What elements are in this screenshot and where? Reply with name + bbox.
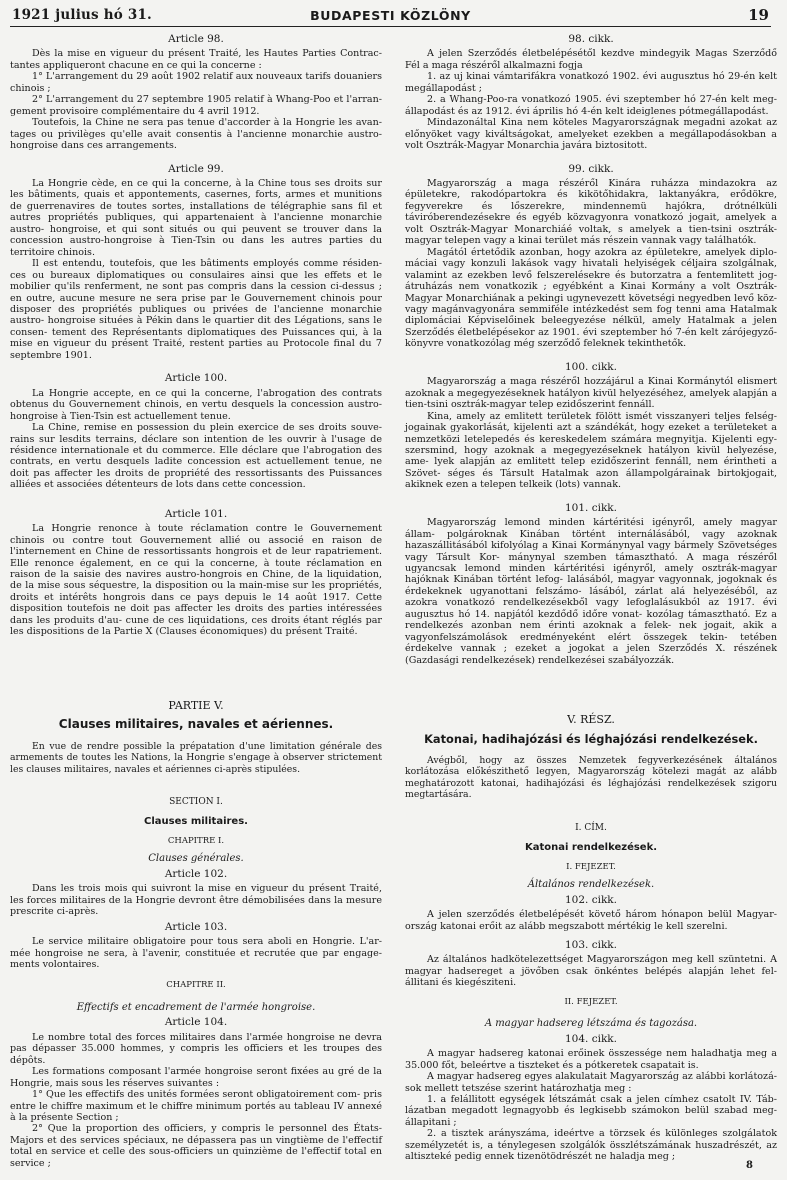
part-heading: PARTIE V. [168, 698, 224, 712]
article-heading: 100. cikk. [564, 360, 618, 373]
paragraph: Mindazonáltal Kina nem köteles Magyarországnak megadni azokat az előnyöket vagy kiváltságokat, amelyeket ezekben a megállapodásokban a volt Osztrák-Magyar Monarchia javára biztositott. [405, 117, 777, 152]
article-heading: Article 103. [164, 920, 228, 933]
paragraph: Magyarország a maga részéről Kinára ruházza mindazokra az épületekre, rakodópartokra és kikötőhidakra, laktanyákra, erődökre, fegyverekre és lőszerekre, mindennemü hajókra, drótnélküli táviróberendezésekre és egyéb közvagyonra vonatkozó jogait, amelyek a volt Osztrák-Magyar Monarchiáé voltak, s amelyek a tien-tsini osztrák-magyar telepen vagy a kinai terület más részein vannak vagy találhatók. [405, 177, 777, 247]
signature-mark: 8 [746, 1160, 753, 1171]
article-heading: 98. cikk. [568, 33, 614, 45]
paragraph: En vue de rendre possible la prépatation d'une limitation générale des armements de toutes les Nations, la Hongrie s'engage à observer strictement les clauses militaires, navales et aériennes ci-après stipulées. [10, 740, 382, 775]
paragraph: 1° L'arrangement du 29 août 1902 relatif aux nouveaux tarifs douaniers chinois ; [10, 71, 382, 94]
paragraph: 1. az uj kinai vámtarifákra vonatkozó 1902. évi augusztus hó 29-én kelt megállapodást ; [405, 71, 777, 94]
chapter-title: A magyar hadsereg létszáma és tagozása. [484, 1018, 698, 1030]
article-heading: Article 98. [168, 33, 224, 45]
chapter-title: Clauses générales. [148, 853, 244, 865]
article-heading: 103. cikk. [564, 939, 618, 951]
paragraph: A magyar hadsereg egyes alakulatait Magyarország az alábbi korlátozá- sok mellett tetszése szerint határozhatja meg : [405, 1071, 777, 1094]
chapter-heading: CHAPITRE II. [166, 980, 226, 991]
part-title: Katonai, hadihajózási és léghajózási rendelkezések. [424, 731, 758, 746]
chapter-heading: CHAPITRE I. [167, 835, 225, 846]
chapter-title: Általános rendelkezések. [527, 879, 655, 891]
page-number: 19 [748, 6, 769, 24]
hungarian-column [405, 30, 777, 1163]
paragraph: 2. a tisztek arányszáma, ideértve a törzsek és különleges szolgálatok személyzetét is, a ténylegesen szolgálók összlétszámának huszadrészét, az altiszteké pedig ennek tizenötödrészét ne haladja meg ; [405, 1128, 777, 1163]
paragraph: La Hongrie renonce à toute réclamation contre le Gouvernement chinois ou contre tout Gouvernement allié ou associé en raison de l'internement en Chine de ressortissants hongrois et de leur rapatriement. Elle renonce également, en ce qui la concerne, à toute réclamation en raison de la saisie des navires austro-hongrois en Chine, de la liquidation, de la mise sous séquestre, la disposition ou la main-mise sur les propriétés, droits et intérêts hongrois dans ce pays depuis le 14 août 1917. Cette disposition toutefois ne doit pas affecter les droits des parties intéressées dans les produits d'au- cune de ces liquidations, ces droits étant réglés par les dispositions de la Partie X (Clauses économiques) du présent Traité. [10, 523, 382, 638]
article-heading: Article 102. [164, 867, 228, 880]
paragraph: Magától értetődik azonban, hogy azokra az épületekre, amelyek diplo- máciai vagy konzuli lakások vagy hivatali helyiségek céljaira szolgálnak, valamint az ezekben levő felszerelésekre és butorzatra a fentemlitett jog- átruházás nem vonatkozik ; egyébként a Kinai Kormány a volt Osztrák- Magyar Monarchiának a pekingi ugynevezett követségi negyedben levő köz- vagy magánvagyonára semmiféle intézkedést sem fog tenni ama Hatalmak diplomáciai Képviselőinek beleegyezése nélkül, amely Hatalmak a jelen Szerződés életbelépésekor az 1901. évi szeptember hó 7-én kelt zárójegyző- könyvre vonatkozólag még szerződő feleknek tekinthetők. [405, 246, 777, 350]
publication-title: BUDAPESTI KÖZLÖNY [310, 8, 471, 23]
paragraph: 1. a felállitott egységek létszámát csak a jelen címhez csatolt IV. Táb- lázatban megadott legnagyobb és legkisebb számokon belül szabad meg- állapitani ; [405, 1093, 777, 1128]
paragraph: Magyarország a maga részéről hozzájárul a Kinai Kormánytól elismert azoknak a megegyezéseknek hatályon kivül helyezéséhez, amelyek alapján a tien-tsini osztrák-magyar telep ezidőszerint fennáll. [405, 376, 777, 411]
paragraph: Kina, amely az emlitett területek fölött ismét visszanyeri teljes felség- jogainak gyakorlását, kijelenti azt a szándékát, hogy ezeket a területeket a nemzetközi letelepedés és kereskedelem számára megnyitja. Kijelenti egy- szersmind, hogy azoknak a megegyezéseknek hatályon kivül helyezése, ame- lyek alapján az emlitett telep ezidőszerint fennáll, nem érintheti a Szövet- séges és Társult Hatalmak azon állampolgárainak birtokjogait, akiknek ezen a telepen telkeik (lots) vannak. [405, 410, 777, 491]
page-header [10, 4, 771, 27]
article-heading: 101. cikk. [564, 501, 618, 514]
paragraph: Les formations composant l'armée hongroise seront fixées au gré de la Hongrie, mais sous les réserves suivantes : [10, 1066, 382, 1089]
paragraph: Il est entendu, toutefois, que les bâtiments employés comme résiden- ces ou bureaux diplomatiques ou consulaires ainsi que les effets et le mobilier qu'ils renferment, ne sont pas compris dans la cession ci-dessus ; en outre, aucune mesure ne sera prise par le Gouvernement chinois pour disposer des propriétés publiques ou privées de l'ancienne monarchie austro- hongroise situées à Pékin dans le quartier dit des Légations, sans le consen- tement des Représentants diplomatiques des Puissances qui, à la mise en vigueur du présent Traité, restent parties au Protocole final du 7 septembre 1901. [10, 258, 382, 361]
article-heading: Article 100. [164, 372, 228, 385]
part-heading: V. RÉSZ. [567, 713, 615, 727]
french-column [10, 30, 382, 1169]
paragraph: Dans les trois mois qui suivront la mise en vigueur du présent Traité, les forces militaires de la Hongrie devront être démobilisées dans la mesure prescrite ci-après. [10, 883, 382, 918]
article-heading: 99. cikk. [568, 162, 614, 175]
paragraph: Le nombre total des forces militaires dans l'armée hongroise ne devra pas dépasser 35.000 hommes, y compris les officiers et les troupes des dépôts. [10, 1031, 382, 1066]
paragraph: Le service militaire obligatoire pour tous sera aboli en Hongrie. L'ar- mée hongroise ne sera, à l'avenir, constituée et recrutée que par engage- ments volontaires. [10, 936, 382, 970]
paragraph: La Hongrie cède, en ce qui la concerne, à la Chine tous ses droits sur les bâtiments, quais et appontements, casernes, forts, armes et munitions de guerrenavires de toutes sortes, installations de télégraphie sans fil et autres propriétés publiques, qui appartenaient à l'ancienne monarchie austro- hongroise, et qui sont situés ou qui peuvent se trouver dans la concession austro-hongroise à Tien-Tsin ou dans les autres parties du territoire chinois. [10, 177, 382, 258]
article-heading: Article 99. [168, 162, 224, 175]
paragraph: 2° L'arrangement du 27 septembre 1905 relatif à Whang-Poo et l'arran- gement provisoire complémentaire du 4 avril 1912. [10, 94, 382, 117]
paragraph: 2° Que la proportion des officiers, y compris le personnel des États- Majors et des services spéciaux, ne dépassera pas un vingtième de l'effectif total en service et celle des sous-officiers un quinzième de l'effectif total en service ; [10, 1123, 382, 1169]
article-heading: Article 104. [164, 1016, 228, 1029]
paragraph: A jelen szerződés életbelépését követő három hónapon belül Magyar- ország katonai erőit az alább megszabott mértékig le kell szerelni. [405, 909, 777, 932]
paragraph: A jelen Szerződés életbelépésétől kezdve mindegyik Magas Szerződő Fél a maga részéről alkalmazni fogja [405, 48, 777, 71]
paragraph: A magyar hadsereg katonai erőinek összessége nem haladhatja meg a 35.000 főt, beleértve a tiszteket és a pótkeretek csapatait is. [405, 1048, 777, 1071]
paragraph: La Chine, remise en possession du plein exercice de ses droits souve- rains sur lesdits terrains, déclare son intention de les ouvrir à l'usage de résidence internationale et du commerce. Elle déclare que l'abrogation des contrats, en vertu desquels ladite concession est actuellement tenue, ne doit pas affecter les droits de propriété des ressortissants des Puissances alliées et associées détenteurs de lots dans cette concession. [10, 422, 382, 491]
part-title: Clauses militaires, navales et aériennes. [58, 717, 334, 732]
paragraph: Avégből, hogy az összes Nemzetek fegyverkezésének általános korlátozása előkészithető legyen, Magyarország kötelezi magát az alább meghatározott katonai, hadihajózási és léghajózási rendelkezések szigoru megtartására. [405, 755, 777, 801]
paragraph: La Hongrie accepte, en ce qui la concerne, l'abrogation des contrats obtenus du Gouvernement chinois, en vertu desquels la concession austro- hongroise à Tien-Tsin est actuellement tenue. [10, 387, 382, 422]
section-title: Clauses militaires. [144, 816, 248, 828]
paragraph: Az általános hadkötelezettséget Magyarországon meg kell szüntetni. A magyar hadsereget a jövőben csak önkéntes belépés alapján lehet fel- állitani és kiegésziteni. [405, 954, 777, 989]
paragraph: Toutefois, la Chine ne sera pas tenue d'accorder à la Hongrie les avan- tages ou privilèges qu'elle avait consentis à l'ancienne monarchie austro- hongroise dans ces arrangements. [10, 117, 382, 152]
article-heading: 102. cikk. [564, 893, 618, 906]
article-heading: 104. cikk. [564, 1032, 618, 1045]
chapter-heading: II. FEJEZET. [564, 996, 618, 1007]
paragraph: Magyarország lemond minden kártéritési igényről, amely magyar állam- polgároknak Kinában történt internálásából, vagy azoknak hazaszállitásából kifolyólag a Kinai Kormánynyal vagy bármely Szövetséges vagy Társult Kor- mánynyal szemben támasztható. A maga részéről ugyancsak lemond minden kártéritési igényről, amely osztrák-magyar hajóknak Kinában történt lefog- lalásából, magyar vagyonnak, jogoknak és érdekeknek ugyanottani felszámo- lásából, zárlat alá helyezéséből, az azokra vonatkozó rendelkezésekből vagy lefoglalásukból az 1917. évi augusztus hó 14. napjától kezdődő időre vonat- kozólag támasztható. Ez a rendelkezés azonban nem érinti azoknak a felek- nek jogait, akik a vagyonfelszámolások eredményeként elért összegek tekin- tetében érdekelve vannak ; ezeket a jogokat a jelen Szerződés X. részének (Gazdasági rendelkezések) rendelkezései szabályozzák. [405, 517, 777, 666]
chapter-title: Effectifs et encadrement de l'armée hongroise. [76, 1001, 316, 1013]
chapter-heading: I. FEJEZET. [566, 861, 616, 872]
paragraph: 2. a Whang-Poo-ra vonatkozó 1905. évi szeptember hó 27-én kelt meg- állapodást és az 1912. évi április hó 4-én kelt ideiglenes pótmegállapodást. [405, 94, 777, 117]
section-heading: I. CÍM. [575, 822, 607, 833]
section-title: Katonai rendelkezések. [524, 842, 658, 854]
issue-date: 1921 julius hó 31. [12, 7, 152, 23]
section-heading: SECTION I. [169, 797, 223, 808]
article-heading: Article 101. [164, 507, 228, 520]
paragraph: 1° Que les effectifs des unités formées seront obligatoirement com- pris entre le chiffre maximum et le chiffre minimum portés au tableau IV annexé à la présente Section ; [10, 1089, 382, 1123]
paragraph: Dès la mise en vigueur du présent Traité, les Hautes Parties Contrac- tantes appliqueront chacune en ce qui la concerne : [10, 48, 382, 71]
